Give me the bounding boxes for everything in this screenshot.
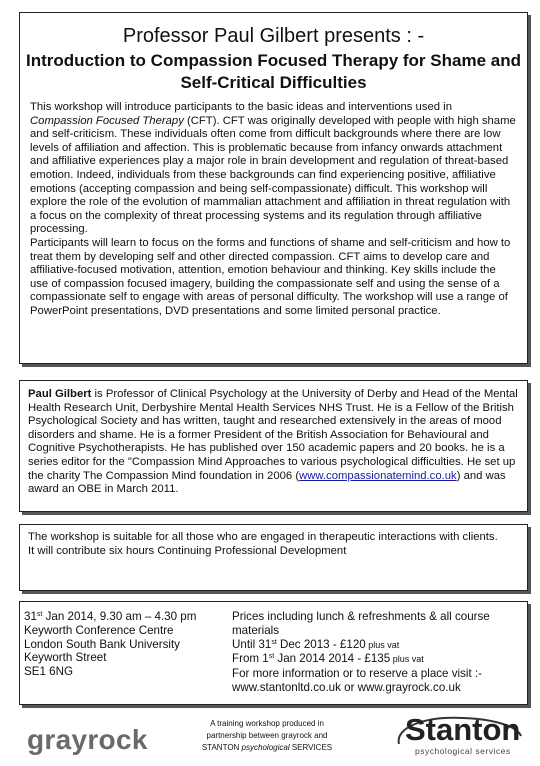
- partnership-caption: A training workshop produced in partnership between grayrock and STANTON psychological SERVICES: [201, 719, 333, 752]
- description-italic: Compassion Focused Therapy: [30, 114, 184, 127]
- bio-panel: [19, 380, 528, 512]
- suitability-line: The workshop is suitable for all those who are engaged in therapeutic interactions with clients.: [28, 531, 498, 543]
- standard-price: From 1st Jan 2014 2014 - £135 plus vat: [232, 652, 424, 666]
- venue-line: Keyworth Conference Centre: [24, 623, 174, 637]
- suitability-panel: [19, 524, 528, 591]
- event-details-panel: [19, 601, 528, 705]
- workshop-title: Introduction to Compassion Focused Therapy for Shame and Self-Critical Difficulties: [26, 51, 521, 92]
- venue-line: London South Bank University: [24, 637, 180, 651]
- stanton-logo: Stanton psychological services: [393, 712, 523, 760]
- more-info: For more information or to reserve a place visit :-: [232, 667, 482, 681]
- prices-intro: Prices including lunch & refreshments & all course materials: [232, 610, 490, 637]
- intro-panel: [19, 12, 528, 364]
- event-date-venue: [24, 610, 224, 679]
- venue-line: Keyworth Street: [24, 651, 107, 665]
- bio-text: is Professor of Clinical Psychology at the University of Derby and Head of the Mental Health Research Unit, Derbyshire Mental Health Services NHS Trust. He is a Fellow of the British Psychological Society and has written, taught and researched extensively in the areas of mood disorders and shame. He is a former President of the British Association for Behavioural and Cognitive Psychotherapists. He has published over 150 academic papers and 20 books. he is a series editor for the "Compassion Mind Approaches to various psychological difficulties. He set up the charity The Compassion Mind foundation in 2006 (: [28, 388, 518, 482]
- description-text: This workshop will introduce participants to the basic ideas and interventions used in: [30, 101, 452, 113]
- event-prices: [232, 610, 522, 695]
- description-text: (CFT). CFT was originally developed with people with high shame and self-criticism. These individuals often come from difficult backgrounds where there are low levels of affiliation and affection. This is problematic because from infancy onwards attachment and affiliative experiences play a major role in brain development and regulation of threat-based emotion. Indeed, individuals from these backgrounds can find experiencing positive, affiliative emotions (accepting compassion and being self-compassionate) difficult. This workshop will explore the role of the evolution of mammalian attachment and affiliation in threat regulation with a focus on the complexity of threat processing systems and its regulation through affiliative processing.: [30, 114, 516, 236]
- cpd-line: It will contribute six hours Continuing Professional Development: [28, 544, 347, 557]
- booking-websites: www.stantonltd.co.uk or www.grayrock.co.uk: [232, 680, 461, 694]
- compassionate-mind-link[interactable]: www.compassionatemind.co.uk: [299, 469, 457, 482]
- early-price: Until 31st Dec 2013 - £120 plus vat: [232, 637, 400, 651]
- presenter-title: Professor Paul Gilbert presents : -: [122, 25, 425, 47]
- description-paragraph-1: [30, 101, 517, 237]
- description-paragraph-2: Participants will learn to focus on the forms and functions of shame and self-criticism and how to treat them by developing self and other directed compassion. CFT aims to develop care and affiliative-focused motivation, attention, emotion behaviour and thinking. Key skills include the use of compassion focused imagery, building the compassionate self and using the sense of a compassionate self to engage with areas of personal difficulty. The workshop will use a range of PowerPoint presentations, DVD presentations and some limited personal practice.: [30, 236, 511, 317]
- presenter-bio: [28, 388, 519, 497]
- workshop-description: [30, 101, 517, 319]
- suitability-text: [28, 531, 519, 558]
- presenter-name: Paul Gilbert: [28, 388, 92, 400]
- venue-postcode: SE1 6NG: [24, 665, 73, 679]
- grayrock-logo: grayrock: [27, 724, 148, 755]
- event-date: 31st Jan 2014, 9.30 am – 4.30 pm: [24, 610, 197, 623]
- bio-text: ) and was award an OBE in March 2011.: [28, 469, 506, 496]
